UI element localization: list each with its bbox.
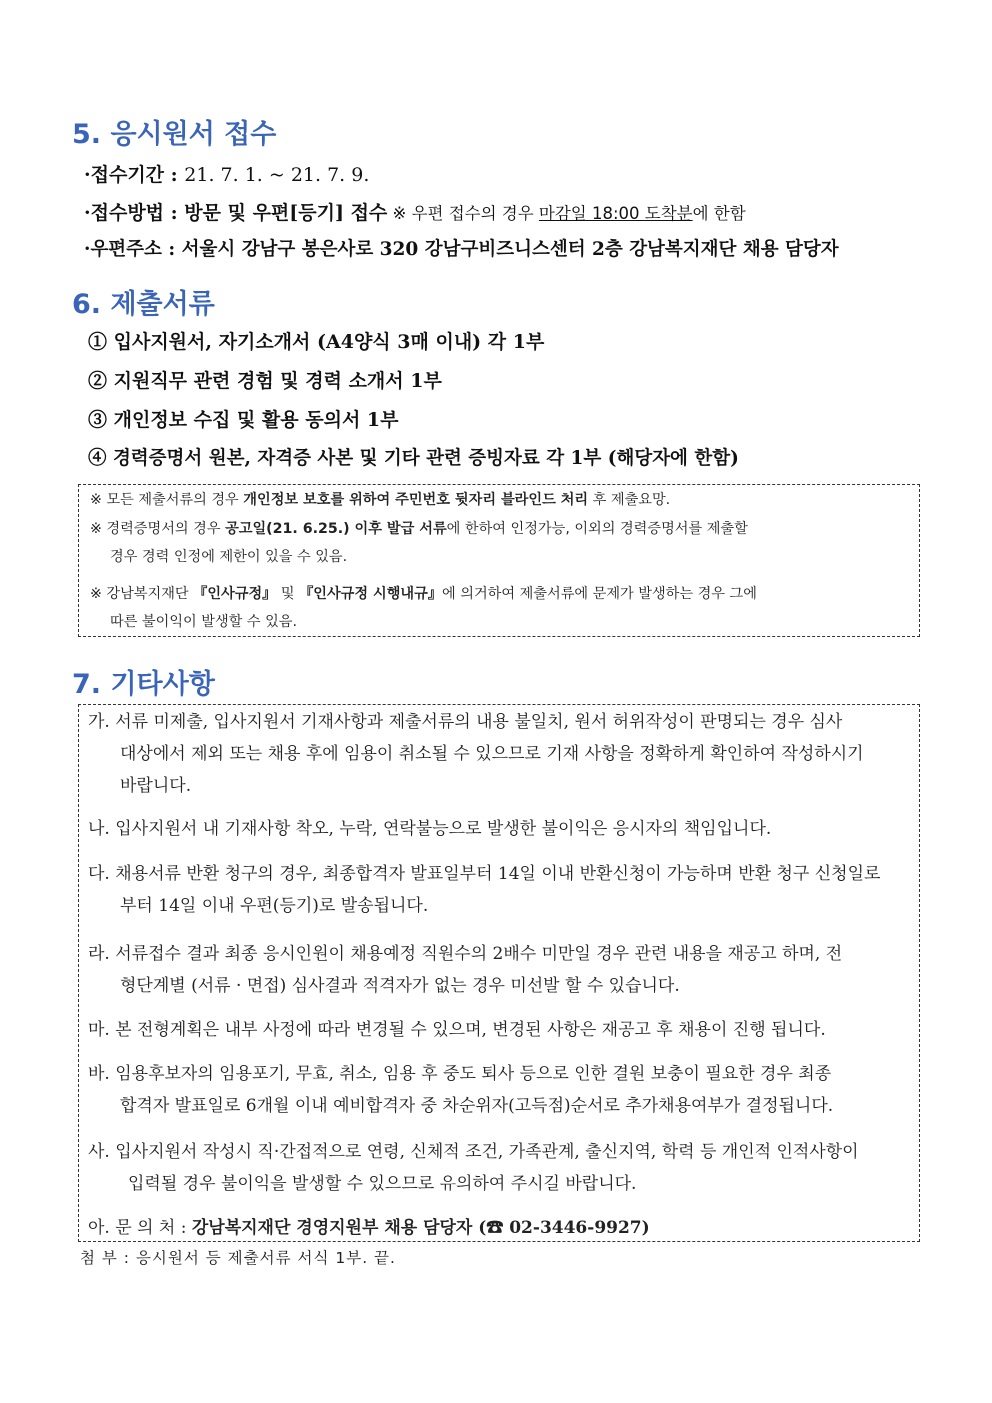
etc-item-ra-first: 라. 서류접수 결과 최종 응시인원이 채용예정 직원수의 2배수 미만일 경우 관련 내용을 재공고 하며, 전 xyxy=(88,944,843,964)
doc-item-2: ② 지원직무 관련 경험 및 경력 소개서 1부 xyxy=(88,370,442,392)
etc-item-sa xyxy=(88,1136,916,1200)
contact-label: 아. 문 의 처 : xyxy=(88,1218,192,1238)
application-method xyxy=(84,198,746,225)
note-2-post: 에 한하여 인정가능, 이외의 경력증명서를 제출할 xyxy=(446,521,748,537)
etc-item-da-first: 다. 채용서류 반환 청구의 경우, 최종합격자 발표일부터 14일 이내 반환신청이 가능하며 반환 청구 신청일로 xyxy=(88,864,881,884)
note-1-post: 후 제출요망. xyxy=(588,492,671,508)
period-label: ·접수기간 : xyxy=(84,164,185,186)
etc-item-da xyxy=(88,858,916,922)
note-3-post: 에 의거하여 제출서류에 문제가 발생하는 경우 그에 xyxy=(442,586,757,602)
etc-item-da-line2: 부터 14일 이내 우편(등기)로 발송됩니다. xyxy=(120,896,429,916)
etc-item-ga-first: 가. 서류 미제출, 입사지원서 기재사항과 제출서류의 내용 불일치, 원서 허위작성이 판명되는 경우 심사 xyxy=(88,712,843,732)
note-2-cont: 경우 경력 인정에 제한이 있을 수 있음. xyxy=(110,549,348,565)
period-value: 21. 7. 1. ~ 21. 7. 9. xyxy=(184,164,370,186)
etc-item-ba xyxy=(88,1058,916,1122)
etc-item-na xyxy=(88,813,916,845)
note-3-bold2: 『인사규정 시행내규』 xyxy=(299,586,443,602)
etc-item-ga xyxy=(88,706,916,802)
note-1-pre: ※ 모든 제출서류의 경우 xyxy=(90,492,244,508)
etc-item-ma xyxy=(88,1014,916,1046)
method-note-post: 에 한함 xyxy=(692,204,746,223)
method-note-pre: ※ 우편 접수의 경우 xyxy=(387,204,539,223)
note-1 xyxy=(90,486,670,514)
etc-item-ga-line2: 대상에서 제외 또는 채용 후에 임용이 취소될 수 있으므로 기재 사항을 정확하게 확인하여 작성하시기 xyxy=(120,744,864,764)
attachment-note: 첨 부 : 응시원서 등 제출서류 서식 1부. 끝. xyxy=(80,1249,396,1267)
note-3 xyxy=(90,580,757,636)
etc-item-ra xyxy=(88,938,916,1002)
etc-item-ga-line3: 바랍니다. xyxy=(120,776,192,796)
note-3-pre: ※ 강남복지재단 xyxy=(90,586,194,602)
etc-item-na-first: 나. 입사지원서 내 기재사항 착오, 누락, 연락불능으로 발생한 불이익은 응시자의 책임입니다. xyxy=(88,819,772,839)
application-period xyxy=(84,160,369,187)
note-2-pre: ※ 경력증명서의 경우 xyxy=(90,521,226,537)
contact-value: 강남복지재단 경영지원부 채용 담당자 (☎ 02-3446-9927) xyxy=(191,1218,650,1238)
etc-item-ba-first: 바. 임용후보자의 임용포기, 무효, 취소, 임용 후 중도 퇴사 등으로 인한 결원 보충이 필요한 경우 최종 xyxy=(88,1064,832,1084)
section-5-title: 5. 응시원서 접수 xyxy=(72,119,277,150)
doc-item-1: ① 입사지원서, 자기소개서 (A4양식 3매 이내) 각 1부 xyxy=(88,331,545,353)
note-2 xyxy=(90,515,748,571)
method-label: ·접수방법 : 방문 및 우편[등기] 접수 xyxy=(84,202,388,224)
note-2-bold: 공고일(21. 6.25.) 이후 발급 서류 xyxy=(225,521,447,537)
etc-item-sa-first: 사. 입사지원서 작성시 직·간접적으로 연령, 신체적 조건, 가족관계, 출신지역, 학력 등 개인적 인적사항이 xyxy=(88,1142,859,1162)
doc-item-3: ③ 개인정보 수집 및 활용 동의서 1부 xyxy=(88,409,399,431)
etc-item-ra-line2: 형단계별 (서류 · 면접) 심사결과 적격자가 없는 경우 미선발 할 수 있습니다. xyxy=(120,976,680,996)
method-note-underline: 마감일 18:00 도착분 xyxy=(538,204,693,223)
etc-item-ba-line2: 합격자 발표일로 6개월 이내 예비합격자 중 차순위자(고득점)순서로 추가채용여부가 결정됩니다. xyxy=(120,1096,834,1116)
section-6-title: 6. 제출서류 xyxy=(72,289,215,320)
etc-item-ma-first: 마. 본 전형계획은 내부 사정에 따라 변경될 수 있으며, 변경된 사항은 재공고 후 채용이 진행 됩니다. xyxy=(88,1020,826,1040)
note-1-bold: 개인정보 보호를 위하여 주민번호 뒷자리 블라인드 처리 xyxy=(243,492,589,508)
doc-item-4: ④ 경력증명서 원본, 자격증 사본 및 기타 관련 증빙자료 각 1부 (해당자에 한함) xyxy=(88,448,739,469)
etc-item-contact xyxy=(88,1212,916,1244)
mailing-address: ·우편주소 : 서울시 강남구 봉은사로 320 강남구비즈니스센터 2층 강남복지재단 채용 담당자 xyxy=(84,239,839,260)
note-3-mid: 및 xyxy=(276,586,300,602)
note-3-cont: 따른 불이익이 발생할 수 있음. xyxy=(110,614,298,630)
section-7-title: 7. 기타사항 xyxy=(72,669,215,700)
note-3-bold1: 『인사규정』 xyxy=(193,586,277,602)
etc-item-sa-line2: 입력될 경우 불이익을 발생할 수 있으므로 유의하여 주시길 바랍니다. xyxy=(128,1174,637,1194)
